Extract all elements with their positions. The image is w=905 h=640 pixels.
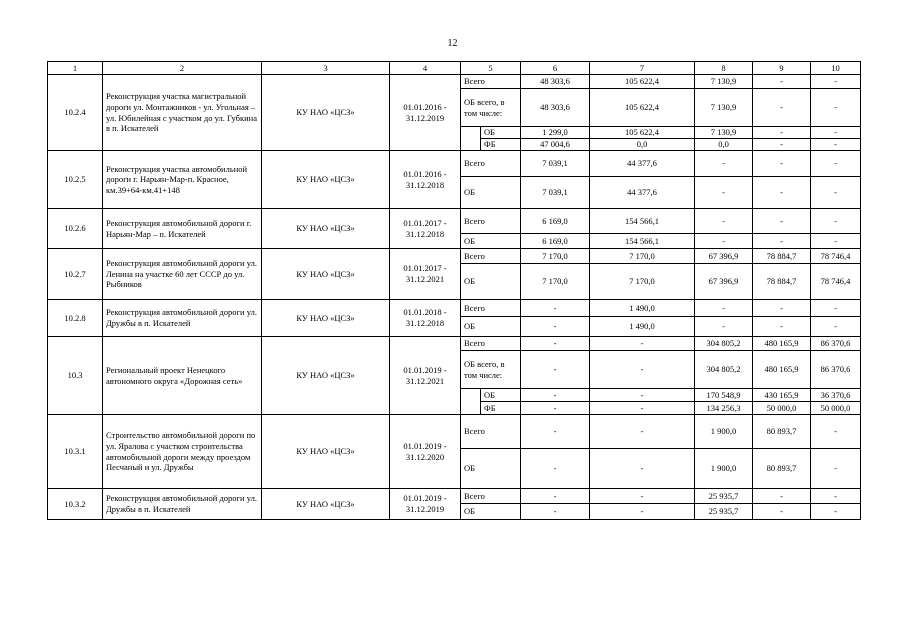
- amount-cell: -: [753, 504, 811, 520]
- executor-cell: КУ НАО «ЦСЗ»: [262, 337, 390, 415]
- amount-cell: 78 884,7: [753, 249, 811, 264]
- funding-source-cell: Всего: [461, 75, 521, 89]
- amount-cell: -: [811, 151, 861, 177]
- table-row: [48, 415, 861, 449]
- measure-name-cell: Реконструкция участка магистральной дороги ул. Монтажников - ул. Угольная – ул. Юбилейная с участком до ул. Губкина в п. Искателей: [103, 75, 262, 151]
- amount-cell: -: [811, 317, 861, 337]
- amount-cell: 7 130,9: [695, 75, 753, 89]
- column-number: 10: [811, 62, 861, 75]
- amount-cell: -: [811, 209, 861, 234]
- funding-source-cell: Всего: [461, 300, 521, 317]
- amount-cell: 304 805,2: [695, 351, 753, 389]
- measure-name-cell: Региональный проект Ненецкого автономного округа «Дорожная сеть»: [103, 337, 262, 415]
- amount-cell: 105 622,4: [590, 75, 695, 89]
- amount-cell: -: [590, 449, 695, 489]
- amount-cell: -: [753, 317, 811, 337]
- amount-cell: -: [811, 415, 861, 449]
- amount-cell: 44 377,6: [590, 177, 695, 209]
- amount-cell: -: [695, 209, 753, 234]
- amount-cell: 25 935,7: [695, 489, 753, 504]
- column-number: 9: [753, 62, 811, 75]
- funding-source-cell: Всего: [461, 337, 521, 351]
- amount-cell: 36 370,6: [811, 389, 861, 402]
- amount-cell: 7 170,0: [521, 264, 590, 300]
- amount-cell: 105 622,4: [590, 127, 695, 139]
- amount-cell: -: [590, 389, 695, 402]
- item-number-cell: 10.3.2: [48, 489, 103, 520]
- column-number: 5: [461, 62, 521, 75]
- amount-cell: -: [590, 504, 695, 520]
- amount-cell: -: [811, 449, 861, 489]
- amount-cell: 0,0: [695, 139, 753, 151]
- amount-cell: 304 805,2: [695, 337, 753, 351]
- amount-cell: -: [811, 75, 861, 89]
- amount-cell: 7 130,9: [695, 127, 753, 139]
- executor-cell: КУ НАО «ЦСЗ»: [262, 249, 390, 300]
- amount-cell: -: [590, 489, 695, 504]
- table-row: [48, 75, 861, 89]
- period-cell: 01.01.2018 - 31.12.2018: [390, 300, 461, 337]
- amount-cell: 86 370,6: [811, 351, 861, 389]
- column-number: 8: [695, 62, 753, 75]
- amount-cell: -: [753, 489, 811, 504]
- item-number-cell: 10.3.1: [48, 415, 103, 489]
- item-number-cell: 10.3: [48, 337, 103, 415]
- column-number: 4: [390, 62, 461, 75]
- funding-source-cell: Всего: [461, 489, 521, 504]
- period-cell: 01.01.2017 - 31.12.2018: [390, 209, 461, 249]
- amount-cell: -: [590, 415, 695, 449]
- executor-cell: КУ НАО «ЦСЗ»: [262, 415, 390, 489]
- amount-cell: 1 900,0: [695, 415, 753, 449]
- amount-cell: -: [753, 177, 811, 209]
- amount-cell: -: [590, 337, 695, 351]
- amount-cell: 480 165,9: [753, 351, 811, 389]
- amount-cell: 134 256,3: [695, 402, 753, 415]
- funding-source-cell: ОБ: [461, 177, 521, 209]
- amount-cell: -: [521, 489, 590, 504]
- amount-cell: -: [753, 127, 811, 139]
- amount-cell: -: [695, 300, 753, 317]
- amount-cell: 47 004,6: [521, 139, 590, 151]
- item-number-cell: 10.2.5: [48, 151, 103, 209]
- table-row: [48, 337, 861, 351]
- funding-source-cell: ОБ: [461, 317, 521, 337]
- funding-source-cell: ОБ: [481, 127, 521, 139]
- amount-cell: -: [811, 504, 861, 520]
- amount-cell: 6 169,0: [521, 234, 590, 249]
- amount-cell: -: [753, 151, 811, 177]
- column-number: 7: [590, 62, 695, 75]
- amount-cell: -: [753, 139, 811, 151]
- executor-cell: КУ НАО «ЦСЗ»: [262, 151, 390, 209]
- amount-cell: -: [811, 127, 861, 139]
- amount-cell: -: [695, 177, 753, 209]
- amount-cell: 7 130,9: [695, 89, 753, 127]
- item-number-cell: 10.2.4: [48, 75, 103, 151]
- measure-name-cell: Реконструкция автомобильной дороги ул. Дружбы в п. Искателей: [103, 300, 262, 337]
- amount-cell: -: [811, 234, 861, 249]
- amount-cell: 170 548,9: [695, 389, 753, 402]
- funding-source-cell: ФБ: [481, 402, 521, 415]
- amount-cell: 1 490,0: [590, 317, 695, 337]
- amount-cell: 78 746,4: [811, 264, 861, 300]
- amount-cell: -: [521, 449, 590, 489]
- amount-cell: 7 039,1: [521, 177, 590, 209]
- measure-name-cell: Реконструкция автомобильной дороги г. Нарьян-Мар – п. Искателей: [103, 209, 262, 249]
- funding-source-cell: Всего: [461, 249, 521, 264]
- funding-source-cell: ОБ всего, в том числе:: [461, 89, 521, 127]
- amount-cell: -: [811, 300, 861, 317]
- amount-cell: -: [521, 415, 590, 449]
- table-row: [48, 151, 861, 177]
- amount-cell: -: [753, 89, 811, 127]
- measure-name-cell: Строительство автомобильной дороги по ул. Яралова с участком строительства автомобильной дороги между проездом Песчаный и ул. Дружбы: [103, 415, 262, 489]
- amount-cell: -: [521, 317, 590, 337]
- amount-cell: 1 299,0: [521, 127, 590, 139]
- amount-cell: 7 170,0: [590, 264, 695, 300]
- amount-cell: -: [811, 177, 861, 209]
- column-number: 2: [103, 62, 262, 75]
- item-number-cell: 10.2.6: [48, 209, 103, 249]
- amount-cell: 7 170,0: [521, 249, 590, 264]
- page-number: 12: [447, 38, 458, 49]
- executor-cell: КУ НАО «ЦСЗ»: [262, 75, 390, 151]
- period-cell: 01.01.2019 - 31.12.2019: [390, 489, 461, 520]
- funding-source-cell: ОБ: [461, 234, 521, 249]
- executor-cell: КУ НАО «ЦСЗ»: [262, 300, 390, 337]
- amount-cell: 7 039,1: [521, 151, 590, 177]
- amount-cell: 67 396,9: [695, 249, 753, 264]
- period-cell: 01.01.2016 - 31.12.2019: [390, 75, 461, 151]
- amount-cell: 44 377,6: [590, 151, 695, 177]
- item-number-cell: 10.2.8: [48, 300, 103, 337]
- amount-cell: -: [521, 504, 590, 520]
- amount-cell: -: [695, 234, 753, 249]
- amount-cell: -: [695, 317, 753, 337]
- funding-source-cell: ОБ: [461, 449, 521, 489]
- amount-cell: -: [590, 351, 695, 389]
- funding-source-cell: Всего: [461, 209, 521, 234]
- measure-name-cell: Реконструкция участка автомобильной дороги г. Нарьян-Мар-п. Красное, км.39+64-км.41+148: [103, 151, 262, 209]
- amount-cell: 480 165,9: [753, 337, 811, 351]
- table-row: [48, 209, 861, 234]
- column-number-row: [48, 62, 861, 75]
- funding-source-cell: Всего: [461, 151, 521, 177]
- amount-cell: -: [811, 139, 861, 151]
- amount-cell: -: [695, 151, 753, 177]
- table-row: [48, 249, 861, 264]
- funding-source-cell: ОБ: [461, 264, 521, 300]
- column-number: 3: [262, 62, 390, 75]
- amount-cell: 154 566,1: [590, 234, 695, 249]
- amount-cell: -: [811, 89, 861, 127]
- amount-cell: 78 884,7: [753, 264, 811, 300]
- amount-cell: 48 303,6: [521, 89, 590, 127]
- column-number: 1: [48, 62, 103, 75]
- amount-cell: -: [753, 300, 811, 317]
- amount-cell: -: [811, 489, 861, 504]
- measure-name-cell: Реконструкция автомобильной дороги ул. Ленина на участке 60 лет СССР до ул. Рыбников: [103, 249, 262, 300]
- amount-cell: -: [590, 402, 695, 415]
- amount-cell: -: [753, 234, 811, 249]
- amount-cell: -: [753, 209, 811, 234]
- amount-cell: 50 000,0: [811, 402, 861, 415]
- amount-cell: 154 566,1: [590, 209, 695, 234]
- funding-source-cell: ОБ всего, в том числе:: [461, 351, 521, 389]
- source-indent-cell: [461, 389, 481, 415]
- executor-cell: КУ НАО «ЦСЗ»: [262, 489, 390, 520]
- amount-cell: -: [521, 402, 590, 415]
- funding-source-cell: ФБ: [481, 139, 521, 151]
- funding-source-cell: ОБ: [481, 389, 521, 402]
- period-cell: 01.01.2017 - 31.12.2021: [390, 249, 461, 300]
- amount-cell: 78 746,4: [811, 249, 861, 264]
- amount-cell: 7 170,0: [590, 249, 695, 264]
- amount-cell: -: [753, 75, 811, 89]
- amount-cell: 0,0: [590, 139, 695, 151]
- amount-cell: 67 396,9: [695, 264, 753, 300]
- amount-cell: -: [521, 351, 590, 389]
- amount-cell: -: [521, 300, 590, 317]
- amount-cell: 80 893,7: [753, 415, 811, 449]
- amount-cell: 86 370,6: [811, 337, 861, 351]
- period-cell: 01.01.2019 - 31.12.2020: [390, 415, 461, 489]
- amount-cell: -: [521, 337, 590, 351]
- amount-cell: 48 303,6: [521, 75, 590, 89]
- table-row: [48, 300, 861, 317]
- amount-cell: -: [521, 389, 590, 402]
- column-number: 6: [521, 62, 590, 75]
- amount-cell: 1 900,0: [695, 449, 753, 489]
- executor-cell: КУ НАО «ЦСЗ»: [262, 209, 390, 249]
- funding-source-cell: Всего: [461, 415, 521, 449]
- amount-cell: 25 935,7: [695, 504, 753, 520]
- source-indent-cell: [461, 127, 481, 151]
- period-cell: 01.01.2016 - 31.12.2018: [390, 151, 461, 209]
- amount-cell: 50 000,0: [753, 402, 811, 415]
- program-financing-table: [47, 61, 861, 520]
- item-number-cell: 10.2.7: [48, 249, 103, 300]
- amount-cell: 1 490,0: [590, 300, 695, 317]
- amount-cell: 80 893,7: [753, 449, 811, 489]
- amount-cell: 6 169,0: [521, 209, 590, 234]
- table-row: [48, 489, 861, 504]
- funding-source-cell: ОБ: [461, 504, 521, 520]
- period-cell: 01.01.2019 - 31.12.2021: [390, 337, 461, 415]
- amount-cell: 430 165,9: [753, 389, 811, 402]
- measure-name-cell: Реконструкция автомобильной дороги ул. Дружбы в п. Искателей: [103, 489, 262, 520]
- amount-cell: 105 622,4: [590, 89, 695, 127]
